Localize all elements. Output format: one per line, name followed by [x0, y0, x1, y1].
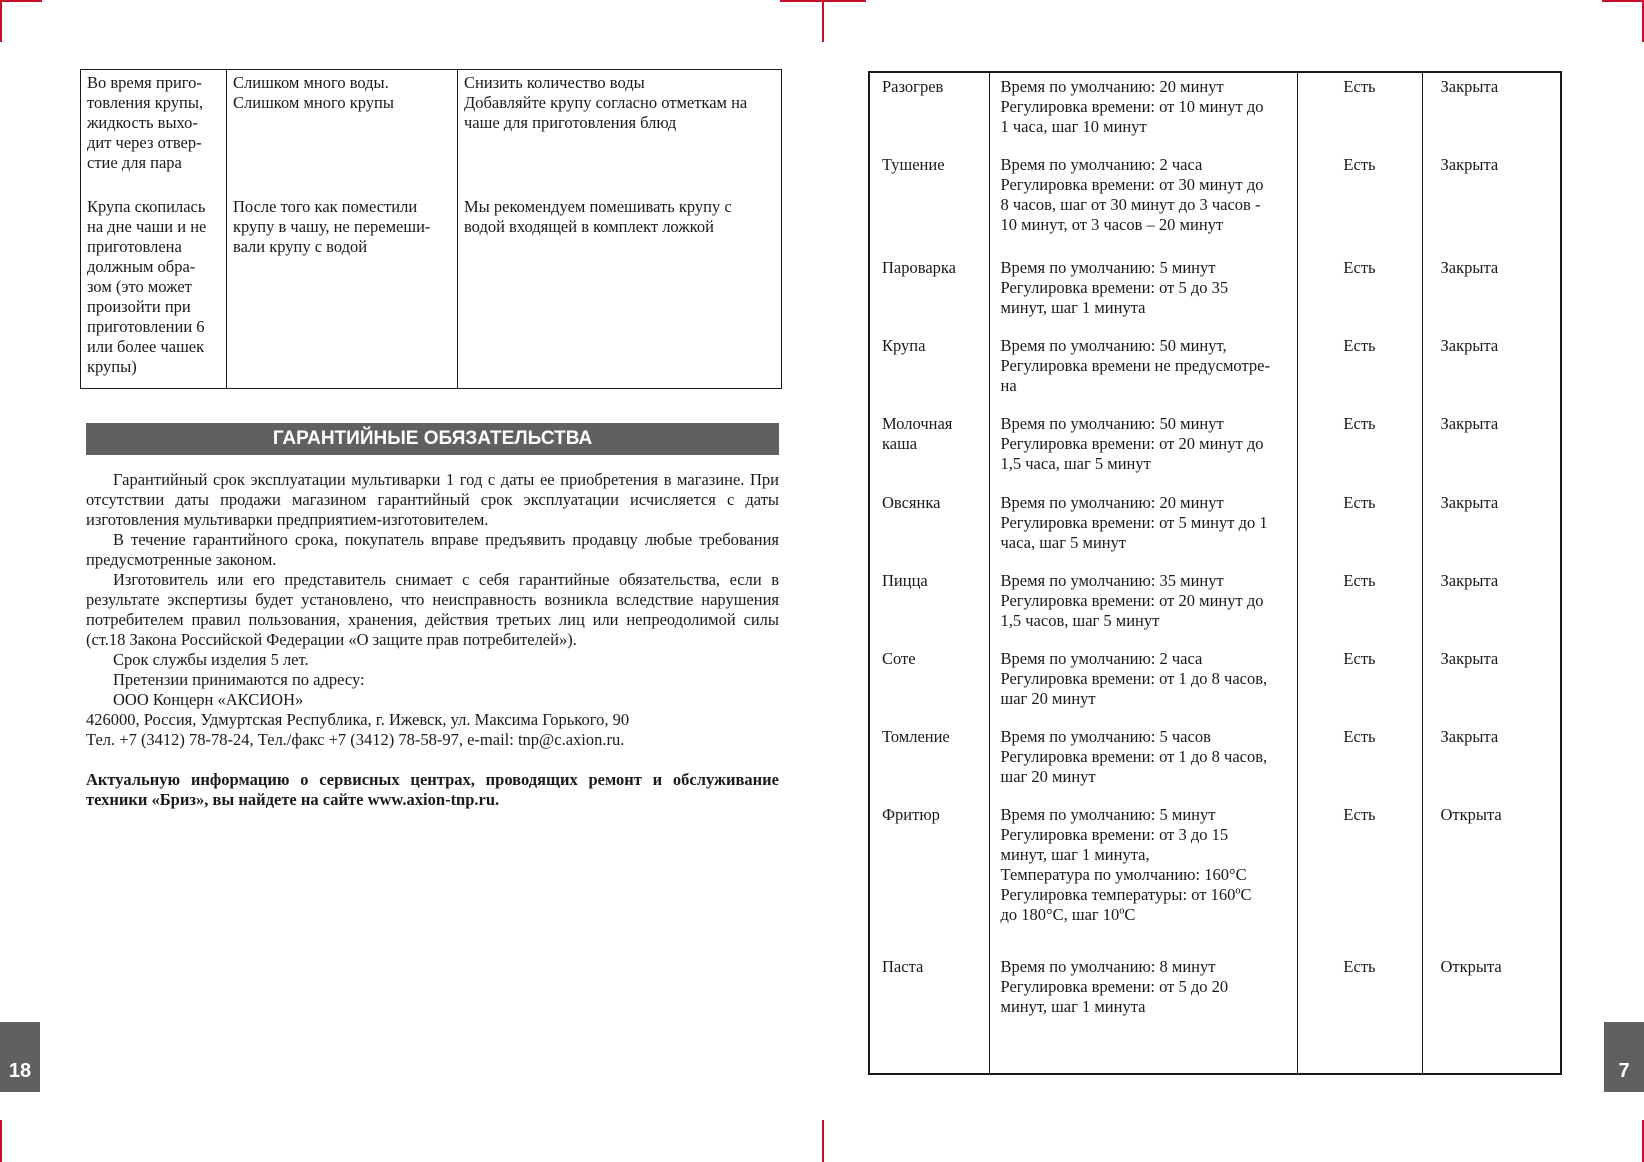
page-number-tab-left	[0, 1022, 40, 1092]
claims-label: Претензии принимаются по адресу:	[113, 670, 365, 689]
company-contacts: Тел. +7 (3412) 78-78-24, Тел./факс +7 (3412) 78-58-97, e-mail: tnp@c.axion.ru.	[86, 730, 625, 749]
table-row	[869, 723, 1561, 801]
crop-mark	[0, 0, 2, 42]
lid-state: Закрыта	[1422, 72, 1561, 151]
solution-text: Мы рекомендуем помешивать крупу с водой входящей в комплект ложкой	[464, 197, 732, 236]
problem-cell	[81, 70, 227, 195]
warranty-paragraph: Гарантийный срок эксплуатации мультиварки 1 год с даты ее приобретения в магазине. При отсутствии даты продажи магазином гарантийный срок эксплуатации исчисляется с даты изготовления мультиварки предприятием-изготовителем.	[86, 470, 779, 529]
program-description: Время по умолчанию: 5 минут Регулировка времени: от 3 до 15 минут, шаг 1 минута, Температура по умолчанию: 160°С Регулировка температуры: от 160ºС до 180°С, шаг 10ºС	[989, 801, 1297, 953]
lid-state: Открыта	[1422, 953, 1561, 1074]
cause-text: После того как поместили крупу в чашу, не перемеши- вали крупу с водой	[233, 197, 431, 256]
heating-value: Есть	[1297, 489, 1422, 567]
crop-mark	[0, 0, 42, 2]
cause-cell	[227, 70, 458, 195]
page-number: 18	[8, 1060, 32, 1082]
cause-text: Слишком много воды. Слишком много крупы	[233, 73, 394, 112]
lid-state: Открыта	[1422, 801, 1561, 953]
table-row	[81, 70, 782, 195]
table-row	[869, 567, 1561, 645]
program-name: Разогрев	[869, 72, 989, 151]
lid-state: Закрыта	[1422, 723, 1561, 801]
crop-mark	[1602, 0, 1644, 2]
company-address: 426000, Россия, Удмуртская Республика, г. Ижевск, ул. Максима Горького, 90	[86, 710, 630, 729]
program-name: Пароварка	[869, 254, 989, 332]
program-description: Время по умолчанию: 8 минут Регулировка времени: от 5 до 20 минут, шаг 1 минута	[989, 953, 1297, 1074]
lid-state: Закрыта	[1422, 254, 1561, 332]
lid-state: Закрыта	[1422, 151, 1561, 254]
program-description: Время по умолчанию: 20 минут Регулировка времени: от 10 минут до 1 часа, шаг 10 минут	[989, 72, 1297, 151]
troubleshooting-table	[80, 69, 782, 389]
crop-mark	[1642, 1120, 1644, 1162]
heating-value: Есть	[1297, 410, 1422, 488]
program-description: Время по умолчанию: 20 минут Регулировка времени: от 5 минут до 1 часа, шаг 5 минут	[989, 489, 1297, 567]
table-row	[869, 254, 1561, 332]
heating-value: Есть	[1297, 567, 1422, 645]
warranty-paragraph: Изготовитель или его представитель снимает с себя гарантийные обязательства, если в результате экспертизы будет установлено, что неисправность возникла вследствие нарушения потребителем правил пользования, хранения, действия третьих лиц или непреодолимой силы (ст.18 Закона Российской Федерации «О защите прав потребителей»).	[86, 570, 779, 649]
warranty-text	[86, 470, 779, 810]
crop-mark	[822, 1120, 824, 1162]
program-name: Соте	[869, 645, 989, 723]
program-description: Время по умолчанию: 2 часа Регулировка времени: от 30 минут до 8 часов, шаг от 30 минут до 3 часов - 10 минут, от 3 часов – 20 минут	[989, 151, 1297, 254]
program-name: Тушение	[869, 151, 989, 254]
program-name: Фритюр	[869, 801, 989, 953]
solution-cell	[458, 70, 782, 195]
program-name: Овсянка	[869, 489, 989, 567]
lid-state: Закрыта	[1422, 332, 1561, 410]
table-row	[81, 194, 782, 389]
programs-table	[868, 71, 1562, 1075]
solution-cell	[458, 194, 782, 389]
table-row	[869, 489, 1561, 567]
table-row	[869, 151, 1561, 254]
heating-value: Есть	[1297, 254, 1422, 332]
program-name: Пицца	[869, 567, 989, 645]
program-description: Время по умолчанию: 2 часа Регулировка времени: от 1 до 8 часов, шаг 20 минут	[989, 645, 1297, 723]
table-row	[869, 410, 1561, 488]
program-description: Время по умолчанию: 35 минут Регулировка времени: от 20 минут до 1,5 часов, шаг 5 минут	[989, 567, 1297, 645]
program-name: Молочная каша	[869, 410, 989, 488]
lid-state: Закрыта	[1422, 410, 1561, 488]
crop-mark	[822, 0, 824, 42]
problem-text: Во время приго- товления крупы, жидкость выхо- дит через отвер- стие для пара	[87, 73, 204, 172]
problem-text: Крупа скопилась на дне чаши и не приготовлена должным обра- зом (это может произойти при приготовлении 6 или более чашек крупы)	[87, 197, 207, 376]
service-centers-note: Актуальную информацию о сервисных центрах, проводящих ремонт и обслуживание техники «Бриз», вы найдете на сайте www.axion-tnp.ru.	[86, 770, 779, 809]
lid-state: Закрыта	[1422, 489, 1561, 567]
heating-value: Есть	[1297, 723, 1422, 801]
program-description: Время по умолчанию: 50 минут, Регулировка времени не предусмотре- на	[989, 332, 1297, 410]
heating-value: Есть	[1297, 645, 1422, 723]
page-number: 7	[1618, 1060, 1630, 1082]
heating-value: Есть	[1297, 72, 1422, 151]
solution-text: Снизить количество воды Добавляйте крупу согласно отметкам на чаше для приготовления блюд	[464, 73, 748, 132]
table-row	[869, 332, 1561, 410]
heating-value: Есть	[1297, 953, 1422, 1074]
heating-value: Есть	[1297, 332, 1422, 410]
lid-state: Закрыта	[1422, 645, 1561, 723]
service-life: Срок службы изделия 5 лет.	[113, 650, 309, 669]
program-name: Томление	[869, 723, 989, 801]
warranty-heading: ГАРАНТИЙНЫЕ ОБЯЗАТЕЛЬСТВА	[86, 423, 779, 455]
lid-state: Закрыта	[1422, 567, 1561, 645]
crop-mark	[0, 1120, 2, 1162]
cause-cell	[227, 194, 458, 389]
table-row	[869, 801, 1561, 953]
program-description: Время по умолчанию: 5 минут Регулировка времени: от 5 до 35 минут, шаг 1 минута	[989, 254, 1297, 332]
table-row	[869, 953, 1561, 1074]
table-row	[869, 645, 1561, 723]
warranty-paragraph: В течение гарантийного срока, покупатель вправе предъявить продавцу любые требования предусмотренные законом.	[86, 530, 779, 569]
program-name: Паста	[869, 953, 989, 1074]
program-description: Время по умолчанию: 50 минут Регулировка времени: от 20 минут до 1,5 часа, шаг 5 минут	[989, 410, 1297, 488]
table-row	[869, 72, 1561, 151]
program-name: Крупа	[869, 332, 989, 410]
company-name: ООО Концерн «АКСИОН»	[113, 690, 304, 709]
problem-cell	[81, 194, 227, 389]
program-description: Время по умолчанию: 5 часов Регулировка времени: от 1 до 8 часов, шаг 20 минут	[989, 723, 1297, 801]
heating-value: Есть	[1297, 801, 1422, 953]
page-number-tab-right	[1604, 1022, 1644, 1092]
heating-value: Есть	[1297, 151, 1422, 254]
crop-mark	[1642, 0, 1644, 42]
